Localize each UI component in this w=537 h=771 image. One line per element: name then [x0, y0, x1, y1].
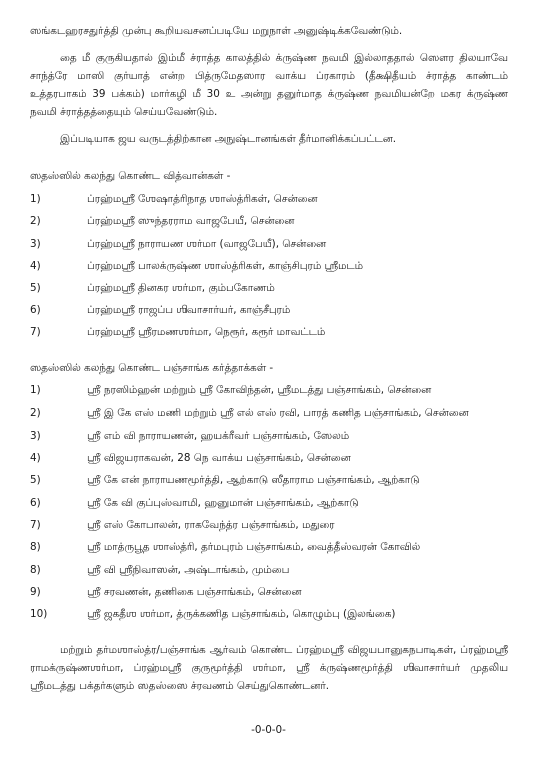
list-number: 6) [30, 497, 41, 509]
almanac-makers-heading: ஸதஸ்ஸில் கலந்து கொண்ட பஞ்சாங்க கர்த்தாக்கள் - [30, 362, 274, 374]
list-number: 3) [30, 430, 41, 442]
list-number: 7) [30, 519, 41, 531]
list-text: ஸ்ரீ எம் வி நாராயணன், ஹயக்ரீவர் பஞ்சாங்கம், ஸேலம் [87, 430, 350, 442]
list-number: 8) [30, 564, 41, 576]
paragraph-2: தை மீ குருகியதால் இம்மீ ச்ராத்த காலத்தில் க்ருஷ்ண நவமி இல்லாததால் ஸௌர திலயாவே சாந்த்ரே மாஸி குர்யாத் என்ற பித்ருமேதஸார வாக்ய ப்ரகாரம் (தீக்ஷிதீயம் ச்ராத்த காண்டம் உத்தரபாகம் 39 பக்கம்) மார்கழி மீ 30 உ அன்று தனுர்மாத க்ருஷ்ண நவமியன்றே மகர க்ருஷ்ண நவமி ச்ராத்தத்தையும் செய்யவேண்டும். [30, 52, 508, 118]
list-text: ப்ரஹ்மஸ்ரீ தினகர ஶர்மா, கும்பகோணம் [87, 282, 275, 294]
list-number: 9) [30, 586, 41, 598]
list-number: 7) [30, 326, 41, 338]
list-text: ஸ்ரீ கே என் நாராயணமூர்த்தி, ஆற்காடு ஸீதாராம பஞ்சாங்கம், ஆற்காடு [87, 474, 420, 486]
list-text: ஸ்ரீ இ கே எஸ் மணி மற்றும் ஸ்ரீ எல் எஸ் ரவி, பாரத் கணித பஞ்சாங்கம், சென்னை [87, 407, 469, 419]
list-text: ஸ்ரீ கே வி குப்புஸ்வாமி, ஹனுமான் பஞ்சாங்கம், ஆற்காடு [87, 497, 359, 509]
list-number: 2) [30, 407, 41, 419]
list-text: ஸ்ரீ ஜகதீஶ ஶர்மா, த்ருக்கணித பஞ்சாங்கம், கொழும்பு (இலங்கை) [87, 608, 396, 620]
list-text: ஸ்ரீ மாத்ருபூத ஶாஸ்த்ரி, தர்மபுரம் பஞ்சாங்கம், வைத்தீஸ்வரன் கோவில் [87, 541, 421, 553]
list-text: ப்ரஹ்மஸ்ரீ பாலக்ருஷ்ண ஶாஸ்த்ரிகள், காஞ்சிபுரம் ஸ்ரீமடம் [87, 260, 364, 272]
list-number: 1) [30, 193, 41, 205]
list-number: 4) [30, 260, 41, 272]
list-text: ஸ்ரீ விஜயராகவன், 28 நெ வாக்ய பஞ்சாங்கம், சென்னை [87, 452, 351, 464]
list-number: 2) [30, 215, 41, 227]
list-number: 6) [30, 304, 41, 316]
list-text: ப்ரஹ்மஸ்ரீ ராஜப்ப ஶிவாசார்யர், காஞ்சீபுரம் [87, 304, 291, 316]
list-number: 10) [30, 608, 48, 620]
paragraph-3: இப்படியாக ஜய வருடத்திற்கான அநுஷ்டானங்கள் தீர்மானிக்கப்பட்டன. [60, 133, 397, 145]
paragraph-1: ஸங்கடஹரசதுர்த்தி முன்பு கூறியவசனப்படியே மறுநாள் அனுஷ்டிக்கவேண்டும். [30, 25, 403, 37]
list-text: ஸ்ரீ வி ஸ்ரீநிவாஸன், அஷ்டாங்கம், மும்பை [87, 564, 290, 576]
list-number: 1) [30, 384, 41, 396]
list-text: ப்ரஹ்மஸ்ரீ ஶேஷாத்ரிநாத ஶாஸ்த்ரிகள், சென்னை [87, 193, 318, 205]
end-marker: -0-0-0- [251, 724, 286, 736]
list-text: ஸ்ரீ சரவணன், தணிகை பஞ்சாங்கம், சென்னை [87, 586, 302, 598]
list-text: ப்ரஹ்மஸ்ரீ நாராயண ஶர்மா (வாஜபேயீ), சென்னை [87, 238, 327, 250]
list-text: ஸ்ரீ நரஸிம்ஹன் மற்றும் ஸ்ரீ கோவிந்தன், ஸ்ரீமடத்து பஞ்சாங்கம், சென்னை [87, 384, 432, 396]
list-text: ஸ்ரீ எஸ் கோபாலன், ராகவேந்த்ர பஞ்சாங்கம், மதுரை [87, 519, 335, 531]
closing-paragraph: மற்றும் தர்மஶாஸ்த்ர/பஞ்சாங்க ஆர்வம் கொண்ட ப்ரஹ்மஸ்ரீ விஜயபானுகநபாடிகள், ப்ரஹ்மஸ்ரீ ராமக்ருஷ்ணஶர்மா, ப்ரஹ்மஸ்ரீ குருமூர்த்தி ஶர்மா, ஸ்ரீ க்ருஷ்ணமூர்த்தி ஶிவாசார்யர் முதலிய ஸ்ரீமடத்து பக்தர்களும் ஸதஸ்ஸை ச்ரவணம் செய்துகொண்டனர். [30, 644, 508, 692]
list-text: ப்ரஹ்மஸ்ரீ ஸுந்தரராம வாஜபேயீ, சென்னை [87, 215, 295, 227]
scholars-heading: ஸதஸ்ஸில் கலந்து கொண்ட வித்வான்கள் - [30, 170, 231, 182]
list-number: 3) [30, 238, 41, 250]
list-number: 5) [30, 474, 41, 486]
list-number: 8) [30, 541, 41, 553]
list-number: 4) [30, 452, 41, 464]
list-number: 5) [30, 282, 41, 294]
list-text: ப்ரஹ்மஸ்ரீ ஸ்ரீரமணஶர்மா, நெரூர், கரூர் மாவட்டம் [87, 326, 326, 338]
